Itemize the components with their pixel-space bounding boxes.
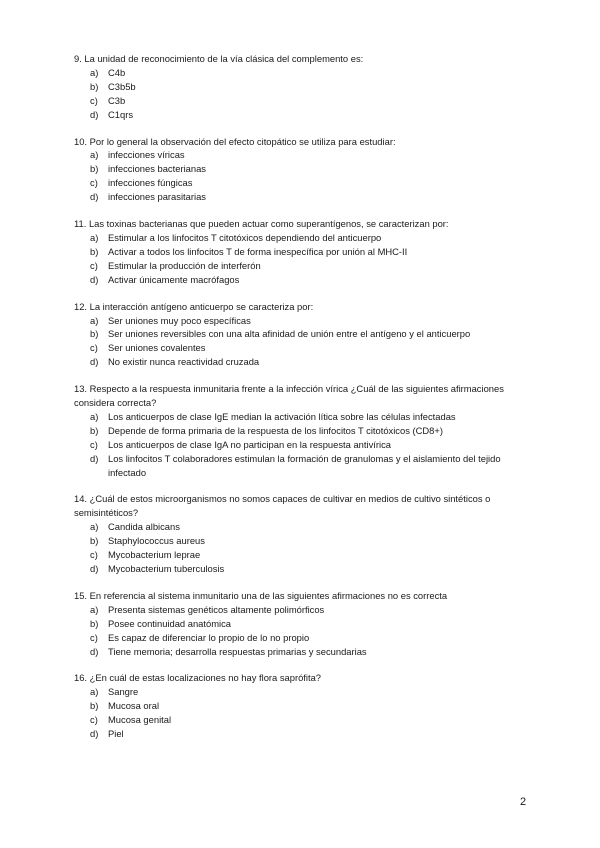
- option-letter: b): [90, 617, 99, 629]
- option-text: Sangre: [108, 686, 139, 698]
- option-text: C1qrs: [108, 108, 134, 120]
- option-c: [90, 631, 534, 645]
- option-text: Los anticuerpos de clase IgA no participan en la respuesta antivírica: [108, 438, 391, 450]
- option-letter: c): [90, 177, 98, 189]
- option-text: Mycobacterium tuberculosis: [108, 563, 225, 574]
- question-14: [74, 492, 534, 575]
- option-d: [90, 355, 534, 369]
- option-letter: b): [90, 163, 99, 175]
- option-letter: a): [90, 603, 99, 615]
- option-text: Staphylococcus aureus: [108, 535, 205, 547]
- option-letter: d): [90, 356, 99, 368]
- option-text: C3b: [108, 94, 126, 106]
- option-text: infecciones parasitarias: [108, 191, 206, 203]
- option-letter: b): [90, 424, 99, 436]
- option-letter: d): [90, 645, 99, 657]
- question-text: 10. Por lo general la observación del efecto citopático se utiliza para estudiar:: [74, 135, 396, 147]
- option-b: [90, 327, 534, 341]
- option-d: [90, 645, 534, 659]
- option-letter: c): [90, 549, 98, 561]
- option-list: [74, 410, 534, 480]
- option-b: [90, 245, 534, 259]
- option-list: [74, 148, 534, 204]
- question-11: [74, 217, 534, 287]
- option-text: C3b5b: [108, 80, 136, 92]
- option-text: Estimular la producción de interferón: [108, 259, 261, 271]
- option-text: Ser uniones reversibles con una alta afinidad de unión entre el antígeno y el anticuerpo: [108, 328, 471, 340]
- option-b: [90, 617, 534, 631]
- question-16: [74, 671, 534, 741]
- option-list: [74, 520, 534, 576]
- option-letter: a): [90, 521, 99, 533]
- option-letter: c): [90, 259, 98, 271]
- option-text: Mucosa oral: [108, 700, 160, 712]
- option-b: [90, 80, 534, 94]
- option-a: [90, 410, 534, 424]
- option-text: Estimular a los linfocitos T citotóxicos dependiendo del anticuerpo: [108, 231, 382, 243]
- question-text: 14. ¿Cuál de estos microorganismos no somos capaces de cultivar en medios de cultivo sintéticos o semisintéticos?: [74, 493, 491, 519]
- option-d: [90, 727, 534, 741]
- option-b: [90, 699, 534, 713]
- option-text: Ser uniones covalentes: [108, 342, 206, 354]
- option-letter: a): [90, 231, 99, 243]
- option-a: [90, 66, 534, 80]
- option-letter: c): [90, 342, 98, 354]
- option-a: [90, 603, 534, 617]
- option-letter: a): [90, 686, 99, 698]
- question-text: 11. Las toxinas bacterianas que pueden actuar como superantígenos, se caracterizan por:: [74, 218, 449, 230]
- option-d: [90, 108, 534, 122]
- question-9: [74, 52, 534, 122]
- option-list: [74, 603, 534, 659]
- option-letter: b): [90, 80, 99, 92]
- option-letter: a): [90, 149, 99, 161]
- option-a: [90, 685, 534, 699]
- option-text: Mucosa genital: [108, 714, 172, 726]
- option-c: [90, 176, 534, 190]
- option-letter: d): [90, 728, 99, 740]
- question-text: 15. En referencia al sistema inmunitario una de las siguientes afirmaciones no es correcta: [74, 589, 448, 601]
- option-d: [90, 452, 534, 480]
- option-text: Tiene memoria; desarrolla respuestas primarias y secundarias: [108, 645, 367, 657]
- question-text: 16. ¿En cuál de estas localizaciones no hay flora saprófita?: [74, 672, 322, 684]
- option-letter: c): [90, 631, 98, 643]
- option-list: [74, 66, 534, 122]
- option-letter: b): [90, 535, 99, 547]
- option-text: Posee continuidad anatómica: [108, 617, 232, 629]
- option-letter: d): [90, 563, 99, 574]
- option-letter: d): [90, 108, 99, 120]
- option-c: [90, 548, 534, 562]
- option-d: [90, 190, 534, 204]
- option-letter: b): [90, 245, 99, 257]
- option-list: [74, 314, 534, 370]
- option-a: [90, 148, 534, 162]
- option-letter: c): [90, 714, 98, 726]
- exam-page: [74, 52, 534, 754]
- option-list: [74, 685, 534, 741]
- option-text: Mycobacterium leprae: [108, 549, 201, 561]
- option-text: Activar únicamente macrófagos: [108, 273, 240, 285]
- option-text: Ser uniones muy poco específicas: [108, 314, 251, 326]
- option-c: [90, 259, 534, 273]
- option-c: [90, 94, 534, 108]
- option-c: [90, 341, 534, 355]
- question-text: 9. La unidad de reconocimiento de la vía clásica del complemento es:: [74, 53, 364, 64]
- option-b: [90, 534, 534, 548]
- page-number: 2: [520, 796, 527, 808]
- option-a: [90, 520, 534, 534]
- option-letter: d): [90, 191, 99, 203]
- option-letter: a): [90, 314, 99, 326]
- option-letter: b): [90, 328, 99, 340]
- option-letter: d): [90, 452, 99, 464]
- question-10: [74, 135, 534, 205]
- option-text: infecciones fúngicas: [108, 177, 193, 189]
- question-text: 12. La interacción antígeno anticuerpo se caracteriza por:: [74, 300, 314, 312]
- option-text: Activar a todos los linfocitos T de forma inespecífica por unión al MHC-II: [108, 245, 408, 257]
- option-c: [90, 713, 534, 727]
- question-text: 13. Respecto a la respuesta inmunitaria frente a la infección vírica ¿Cuál de las siguientes afirmaciones considera correcta?: [74, 383, 504, 409]
- option-text: No existir nunca reactividad cruzada: [108, 356, 260, 368]
- option-a: [90, 231, 534, 245]
- option-b: [90, 424, 534, 438]
- option-text: Los anticuerpos de clase IgE median la activación lítica sobre las células infectadas: [108, 410, 456, 422]
- option-text: infecciones víricas: [108, 149, 185, 161]
- option-text: Presenta sistemas genéticos altamente polimórficos: [108, 603, 325, 615]
- option-text: Piel: [108, 728, 124, 740]
- option-list: [74, 231, 534, 287]
- option-letter: d): [90, 273, 99, 285]
- option-letter: a): [90, 410, 99, 422]
- option-c: [90, 438, 534, 452]
- option-text: Los linfocitos T colaboradores estimulan la formación de granulomas y el aislamiento del tejido infectado: [108, 452, 501, 478]
- question-13: [74, 382, 534, 479]
- question-15: [74, 589, 534, 659]
- question-12: [74, 300, 534, 370]
- option-d: [90, 273, 534, 287]
- option-letter: a): [90, 66, 99, 78]
- option-text: infecciones bacterianas: [108, 163, 206, 175]
- option-text: Es capaz de diferenciar lo propio de lo no propio: [108, 631, 310, 643]
- option-text: C4b: [108, 66, 126, 78]
- option-a: [90, 314, 534, 328]
- option-text: Candida albicans: [108, 521, 180, 533]
- option-letter: c): [90, 438, 98, 450]
- option-letter: b): [90, 700, 99, 712]
- option-text: Depende de forma primaria de la respuesta de los linfocitos T citotóxicos (CD8+): [108, 424, 443, 436]
- option-d: [90, 562, 534, 576]
- option-b: [90, 162, 534, 176]
- option-letter: c): [90, 94, 98, 106]
